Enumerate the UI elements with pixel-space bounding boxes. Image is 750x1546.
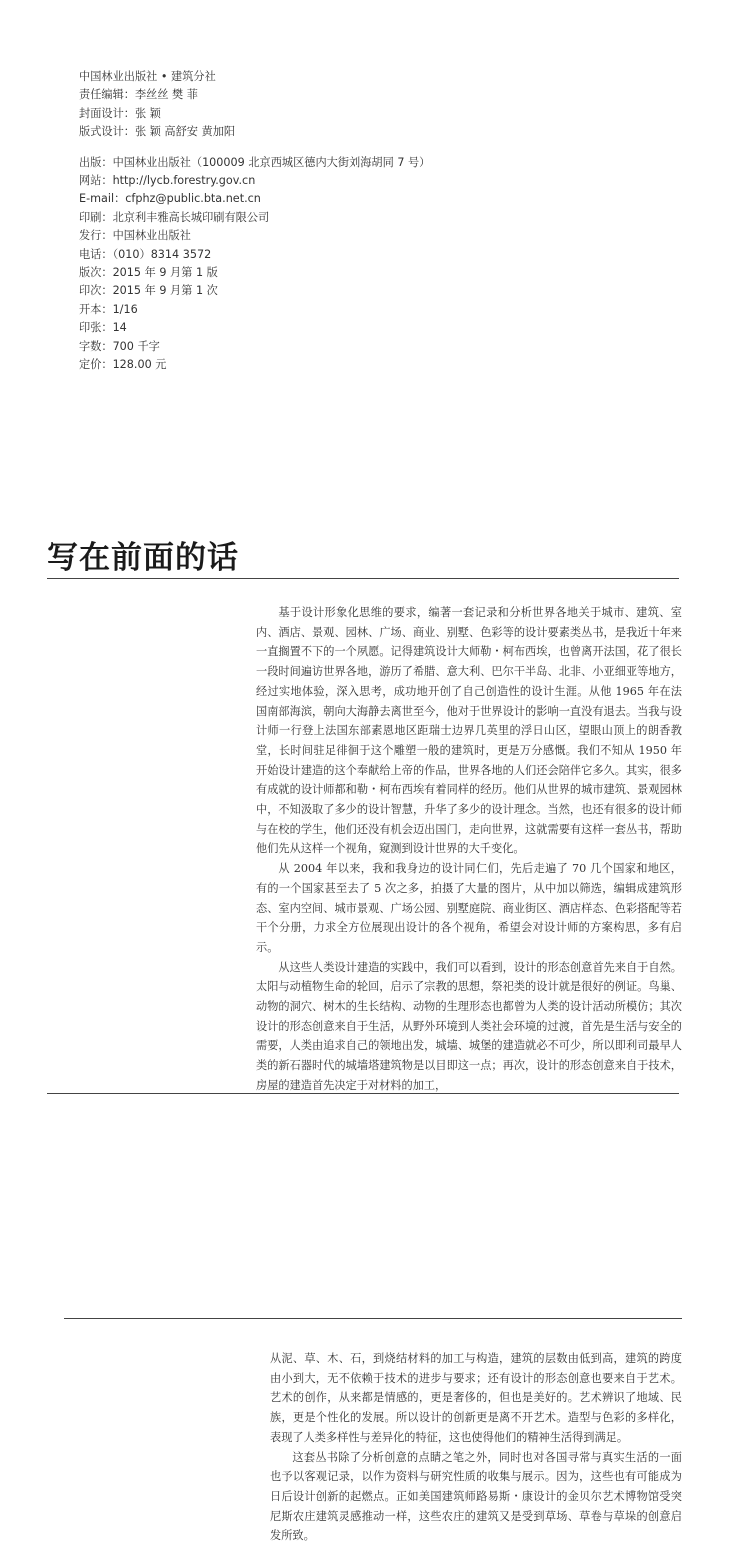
colophon-distributor: 发行：中国林业出版社	[79, 229, 191, 243]
preface-page-2	[270, 1349, 682, 1546]
preface-paragraph: 基于设计形象化思维的要求，编著一套记录和分析世界各地关于城市、建筑、室内、酒店、景观、园林、广场、商业、别墅、色彩等的设计要素类丛书，是我近十年来一直搁置不下的一个夙愿。记得建筑设计大师勒・柯布西埃，也曾离开法国，花了很长一段时间遍访世界各地，游历了希腊、意大利、巴尔干半岛、北非、小亚细亚等地方，经过实地体验，深入思考，成功地开创了自己创造性的设计生涯。从他 1965 年在法国南部海滨，朝向大海静去离世至今，他对于世界设计的影响一直没有退去。当我与设计师一行登上法国东部素恩地区距瑞士边界几英里的浮日山区，望眼山顶上的朗香教堂，长时间驻足徘徊于这个雕塑一般的建筑时，更是万分感慨。我们不知从 1950 年开始设计建造的这个奉献给上帝的作品，世界各地的人们还会陪伴它多久。其实，很多有成就的设计师都和勒・柯布西埃有着同样的经历。他们从世界的城市建筑、景观园林中，不知汲取了多少的设计智慧，升华了多少的设计理念。当然，也还有很多的设计师与在校的学生，他们还没有机会迈出国门，走向世界，这就需要有这样一套丛书，帮助他们先从这样一个视角，窥测到设计世界的大千变化。	[256, 606, 682, 856]
colophon-email: E-mail：cfphz@public.bta.net.cn	[79, 192, 261, 206]
page-divider	[64, 1318, 682, 1319]
colophon	[79, 68, 430, 375]
colophon-publish: 出版：中国林业出版社（100009 北京西城区德内大街刘海胡同 7 号）	[79, 155, 431, 169]
colophon-phone: 电话：（010）8314 3572	[79, 247, 212, 261]
preface-paragraph: 从 2004 年以来，我和我身边的设计同仁们，先后走遍了 70 几个国家和地区，有的一个国家甚至去了 5 次之多，拍摄了大量的图片，从中加以筛选，编辑成建筑形态、室内空间、城市景观、广场公园、别墅庭院、商业街区、酒店样态、色彩搭配等若干个分册，力求全方位展现出设计的各个视角，希望会对设计师的方案构思，多有启示。	[256, 862, 682, 954]
colophon-editor: 责任编辑：李丝丝 樊 菲	[79, 88, 198, 102]
preface-paragraph: 这套丛书除了分析创意的点睛之笔之外，同时也对各国寻常与真实生活的一面也予以客观记录，以作为资料与研究性质的收集与展示。因为，这些也有可能成为日后设计创新的起燃点。正如美国建筑师路易斯・康设计的金贝尔艺术博物馆受突尼斯农庄建筑灵感推动一样，这些农庄的建筑又是受到草场、草卷与草垛的创意启发所致。	[270, 1450, 682, 1543]
colophon-word-count: 字数：700 千字	[79, 339, 160, 353]
title-divider	[47, 578, 679, 579]
colophon-price: 定价：128.00 元	[79, 358, 167, 372]
preface-paragraph: 从泥、草、木、石，到烧结材料的加工与构造，建筑的层数由低到高，建筑的跨度由小到大，无不依赖于技术的进步与要求；还有设计的形态创意也要来自于艺术。艺术的创作，从来都是情感的，更是奢侈的，但也是美好的。艺术辨识了地域、民族，更是个性化的发展。所以设计的创新更是离不开艺术。造型与色彩的多样化，表现了人类多样性与差异化的特征，这也使得他们的精神生活得到满足。	[270, 1352, 682, 1444]
preface-page-1	[256, 603, 682, 1096]
preface-paragraph: 从这些人类设计建造的实践中，我们可以看到，设计的形态创意首先来自于自然。太阳与动植物生命的轮回，启示了宗教的思想，祭祀类的设计就是很好的例证。鸟巢、动物的洞穴、树木的生长结构、动物的生理形态也都曾为人类的设计活动所模仿；其次设计的形态创意来自于生活，从野外环境到人类社会环境的过渡，首先是生活与安全的需要，人类由追求自己的领地出发，城墙、城堡的建造就必不可少，所以即利司最早人类的新石器时代的城墙塔建筑物是以目即这一点；再次，设计的形态创意来自于技术，房屋的建造首先决定于对材料的加工，	[256, 960, 682, 1092]
colophon-publisher: 中国林业出版社 • 建筑分社	[79, 70, 216, 83]
colophon-format: 开本：1/16	[79, 302, 138, 316]
colophon-spacer	[79, 142, 430, 154]
colophon-cover-design: 封面设计：张 颖	[79, 106, 161, 120]
colophon-sheets: 印张：14	[79, 321, 127, 335]
colophon-website: 网站：http://lycb.forestry.gov.cn	[79, 174, 256, 188]
page-divider	[47, 1093, 679, 1094]
colophon-printing: 印次：2015 年 9 月第 1 次	[79, 284, 218, 298]
colophon-printer: 印刷：北京利丰雅高长城印刷有限公司	[79, 210, 270, 224]
colophon-edition: 版次：2015 年 9 月第 1 版	[79, 266, 218, 280]
colophon-layout-design: 版式设计：张 颖 高舒安 黄加阳	[79, 125, 236, 139]
preface-title: 写在前面的话	[47, 540, 239, 576]
